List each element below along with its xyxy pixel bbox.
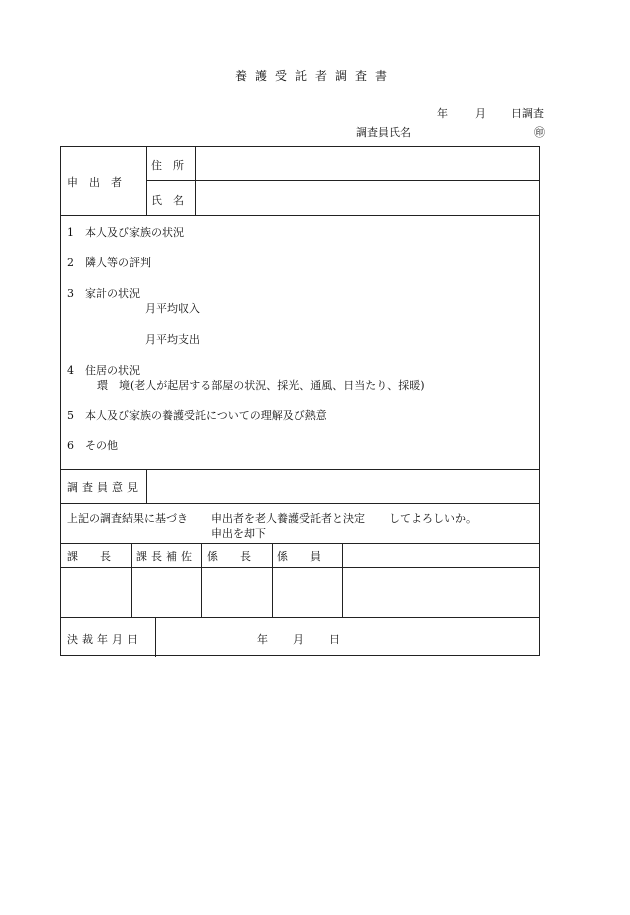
approval-assistant-chief: 課長補佐 [136, 550, 196, 563]
approval-staff: 係 員 [277, 550, 321, 563]
document-title: 養護受託者調査書 [234, 69, 395, 83]
decision-suffix: してよろしいか。 [389, 512, 477, 525]
decision-month-label: 月 [293, 633, 304, 646]
item-5: 5 本人及び家族の養護受託についての理解及び熱意 [67, 409, 327, 422]
item-2: 2 隣人等の評判 [67, 256, 151, 269]
item-4: 4 住居の状況 [67, 364, 140, 377]
stamp-box-subsection-chief[interactable] [202, 568, 271, 616]
inspector-name-label: 調査員氏名 [356, 126, 411, 139]
item-1: 1 本人及び家族の状況 [67, 226, 184, 239]
approval-section-chief: 課 長 [67, 550, 111, 563]
survey-month-label: 月 [475, 107, 486, 120]
stamp-box-section-chief[interactable] [62, 568, 130, 616]
monthly-expense-label: 月平均支出 [145, 333, 200, 346]
decision-date-label: 決裁年月日 [67, 633, 142, 646]
survey-form [60, 146, 540, 656]
decision-day-label: 日 [329, 633, 340, 646]
seal-icon: ㊞ [534, 126, 545, 139]
applicant-label: 申 出 者 [67, 176, 122, 189]
address-label: 住 所 [151, 159, 184, 172]
name-label: 氏 名 [151, 194, 184, 207]
inspector-opinion-label: 調査員意見 [67, 481, 142, 494]
environment-label: 環 境(老人が起居する部屋の状況、採光、通風、日当たり、採暖) [97, 379, 425, 392]
survey-year-label: 年 [437, 107, 448, 120]
stamp-box-staff[interactable] [273, 568, 341, 616]
decision-option-approve: 申出者を老人養護受託者と決定 [211, 512, 365, 525]
applicant-name-field[interactable] [197, 181, 539, 214]
decision-year-label: 年 [257, 633, 268, 646]
approval-subsection-chief: 係 長 [207, 550, 251, 563]
stamp-box-assistant-chief[interactable] [132, 568, 200, 616]
item-3: 3 家計の状況 [67, 287, 140, 300]
monthly-income-label: 月平均収入 [145, 302, 200, 315]
applicant-address-field[interactable] [197, 148, 539, 179]
inspector-opinion-field[interactable] [148, 470, 539, 502]
decision-option-reject: 申出を却下 [211, 527, 266, 540]
survey-day-label: 日調査 [511, 107, 544, 120]
decision-prefix: 上記の調査結果に基づき [67, 512, 188, 525]
item-6: 6 その他 [67, 439, 118, 452]
